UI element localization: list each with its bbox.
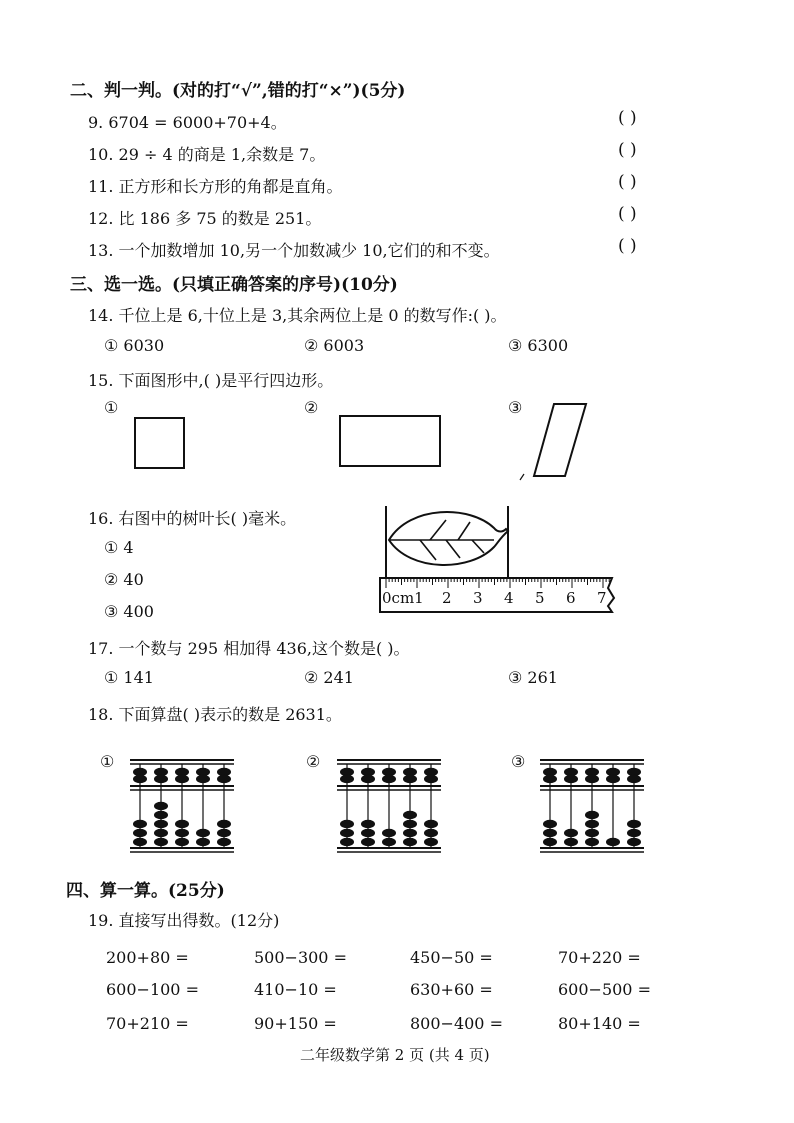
abacus-bead (133, 838, 147, 846)
abacus-bead (196, 838, 210, 846)
abacus-bead (585, 829, 599, 837)
abacus-bead (543, 775, 557, 783)
abacus-bead (424, 829, 438, 837)
abacus-bead (175, 775, 189, 783)
question-19: 19. 直接写出得数。(12分) (88, 911, 280, 930)
calc-item: 600−500 = (558, 980, 651, 999)
abacus-bead (424, 838, 438, 846)
abacus-bead (403, 820, 417, 828)
abacus-bead (361, 775, 375, 783)
q16-option-1[interactable]: ① 4 (104, 538, 134, 557)
calc-item: 200+80 = (106, 948, 189, 967)
abacus-bead (154, 775, 168, 783)
abacus-bead (154, 829, 168, 837)
question-14: 14. 千位上是 6,十位上是 3,其余两位上是 0 的数写作:( )。 (88, 306, 507, 325)
page-footer: 二年级数学第 2 页 (共 4 页) (300, 1046, 490, 1064)
calc-item: 600−100 = (106, 980, 199, 999)
answer-paren-10[interactable]: ( ) (618, 140, 637, 160)
abacus-bead (154, 838, 168, 846)
abacus-bead (606, 775, 620, 783)
calc-item: 450−50 = (410, 948, 493, 967)
section-4-title: 四、算一算。(25分) (66, 881, 225, 901)
calc-item: 500−300 = (254, 948, 347, 967)
q17-option-2[interactable]: ② 241 (304, 668, 354, 687)
question-17: 17. 一个数与 295 相加得 436,这个数是( )。 (88, 639, 410, 658)
abacus-bead (585, 775, 599, 783)
q18-label-2: ② (306, 752, 321, 771)
abacus-bead (606, 838, 620, 846)
abacus-bead (133, 775, 147, 783)
abacus-bead (543, 829, 557, 837)
abacus-bead (382, 775, 396, 783)
abacus-bead (627, 820, 641, 828)
question-15: 15. 下面图形中,( )是平行四边形。 (88, 371, 334, 390)
question-10: 10. 29 ÷ 4 的商是 1,余数是 7。 (88, 145, 326, 164)
abacus-bead (543, 838, 557, 846)
answer-paren-9[interactable]: ( ) (618, 108, 637, 128)
answer-paren-12[interactable]: ( ) (618, 204, 637, 224)
abacus-bead (154, 820, 168, 828)
abacus-bead (340, 775, 354, 783)
ruler-label-6: 6 (566, 589, 576, 607)
abacus-bead (175, 820, 189, 828)
q15-label-2: ② (304, 398, 319, 417)
abacus-bead (217, 775, 231, 783)
abacus-bead (217, 820, 231, 828)
q14-option-1[interactable]: ① 6030 (104, 336, 165, 355)
question-18: 18. 下面算盘( )表示的数是 2631。 (88, 705, 342, 724)
abacus-bead (627, 775, 641, 783)
question-9: 9. 6704 = 6000+70+4。 (88, 113, 287, 132)
abacus-bead (564, 775, 578, 783)
q16-option-3[interactable]: ③ 400 (104, 602, 154, 621)
abacus-bead (403, 811, 417, 819)
question-13: 13. 一个加数增加 10,另一个加数减少 10,它们的和不变。 (88, 241, 500, 260)
abacus-bead (133, 820, 147, 828)
q17-option-1[interactable]: ① 141 (104, 668, 154, 687)
ruler-label-0: 0cm1 (382, 589, 424, 607)
abacus-bead (403, 829, 417, 837)
abacus-bead (627, 829, 641, 837)
abacus-bead (627, 838, 641, 846)
ruler-label-2: 2 (442, 589, 452, 607)
abacus-bead (403, 775, 417, 783)
q18-label-3: ③ (511, 752, 526, 771)
abacus-bead (175, 838, 189, 846)
abacus-bead (585, 811, 599, 819)
abacus-bead (340, 829, 354, 837)
q18-label-1: ① (100, 752, 115, 771)
ruler-label-5: 5 (535, 589, 545, 607)
section-2-title: 二、判一判。(对的打“√”,错的打“×”)(5分) (70, 81, 406, 101)
abacus-bead (196, 829, 210, 837)
abacus-bead (382, 829, 396, 837)
calc-item: 630+60 = (410, 980, 493, 999)
calc-item: 90+150 = (254, 1014, 337, 1033)
question-11: 11. 正方形和长方形的角都是直角。 (88, 177, 343, 196)
answer-paren-11[interactable]: ( ) (618, 172, 637, 192)
abacus-bead (340, 820, 354, 828)
calc-item: 70+210 = (106, 1014, 189, 1033)
abacus-bead (564, 838, 578, 846)
abacus-bead (154, 811, 168, 819)
abacus-bead (585, 820, 599, 828)
question-12: 12. 比 186 多 75 的数是 251。 (88, 209, 322, 228)
abacus-bead (154, 802, 168, 810)
calc-item: 800−400 = (410, 1014, 503, 1033)
abacus-bead (340, 838, 354, 846)
q15-label-1: ① (104, 398, 119, 417)
abacus-bead (361, 820, 375, 828)
abacus-bead (543, 820, 557, 828)
answer-paren-13[interactable]: ( ) (618, 236, 637, 256)
abacus-bead (175, 829, 189, 837)
calc-item: 410−10 = (254, 980, 337, 999)
q16-option-2[interactable]: ② 40 (104, 570, 144, 589)
abacus-bead (217, 838, 231, 846)
ruler-label-3: 3 (473, 589, 483, 607)
q17-option-3[interactable]: ③ 261 (508, 668, 558, 687)
q14-option-2[interactable]: ② 6003 (304, 336, 365, 355)
ruler-label-4: 4 (504, 589, 514, 607)
abacus-bead (217, 829, 231, 837)
calc-item: 70+220 = (558, 948, 641, 967)
abacus-bead (564, 829, 578, 837)
abacus-bead (361, 838, 375, 846)
ruler-label-7: 7 (597, 589, 607, 607)
abacus-bead (196, 775, 210, 783)
abacus-bead (361, 829, 375, 837)
abacus-bead (424, 775, 438, 783)
abacus-bead (382, 838, 396, 846)
calc-item: 80+140 = (558, 1014, 641, 1033)
section-3-title: 三、选一选。(只填正确答案的序号)(10分) (70, 275, 398, 295)
abacus-bead (403, 838, 417, 846)
q14-option-3[interactable]: ③ 6300 (508, 336, 569, 355)
abacus-bead (585, 838, 599, 846)
abacus-bead (424, 820, 438, 828)
abacus-bead (133, 829, 147, 837)
q15-label-3: ③ (508, 398, 523, 417)
question-16: 16. 右图中的树叶长( )毫米。 (88, 509, 297, 528)
